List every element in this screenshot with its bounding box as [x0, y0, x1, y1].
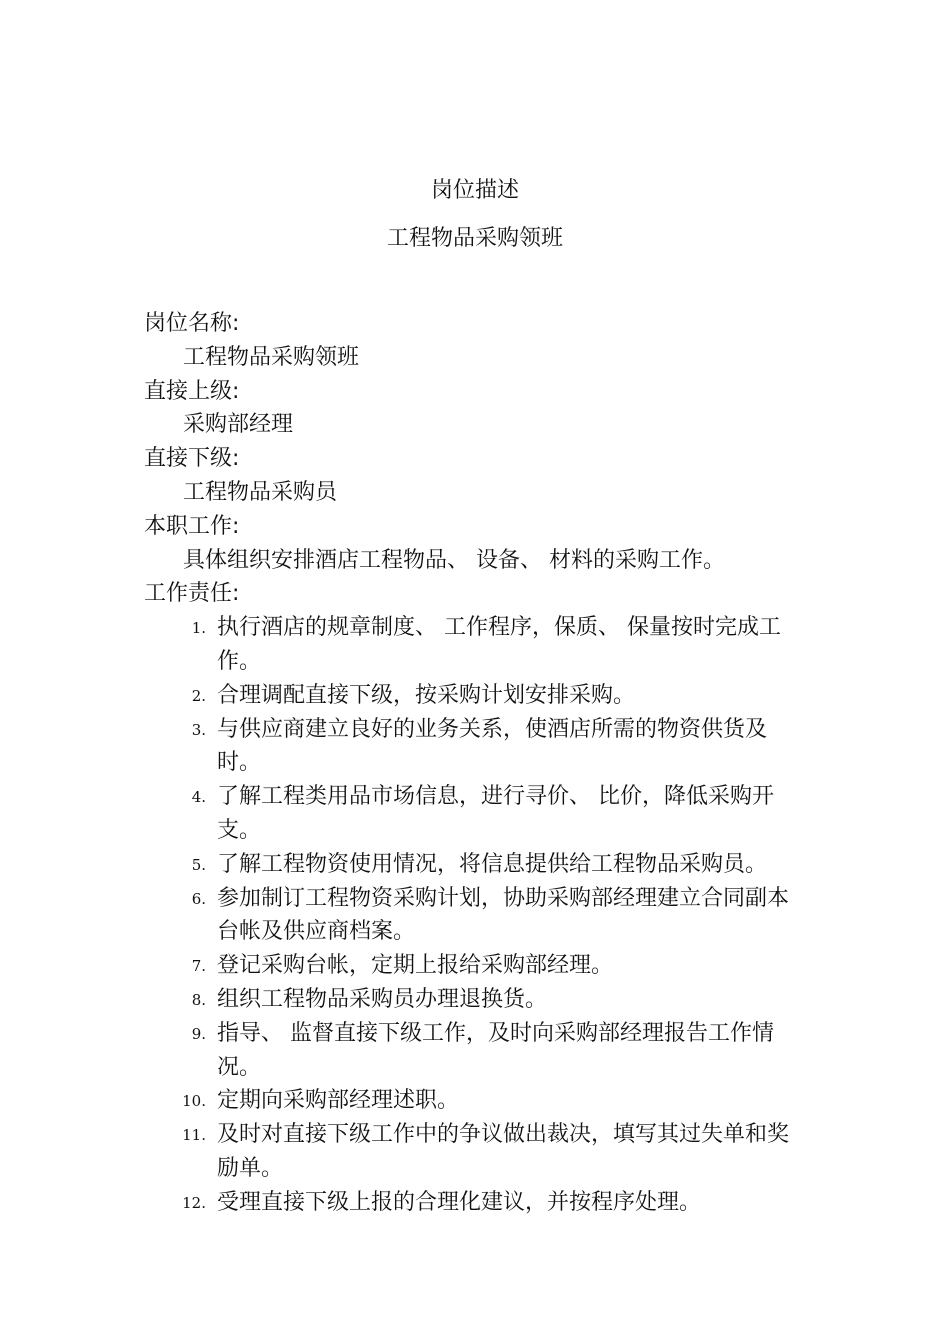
duty-text: 定期向采购部经理述职。 [217, 1088, 460, 1114]
duty-text: 参加制订工程物资采购计划，协助采购部经理建立合同副本台帐及供应商档案。 [217, 885, 790, 945]
duty-item [144, 882, 807, 950]
duty-item [144, 1118, 807, 1186]
duty-item [144, 611, 807, 679]
duty-item [144, 1017, 807, 1085]
duty-number: 11. [182, 1126, 206, 1145]
duty-item [144, 848, 807, 882]
duty-text: 受理直接下级上报的合理化建议，并按程序处理。 [217, 1189, 702, 1215]
position-name-label: 岗位名称: [144, 311, 240, 336]
duty-number: 12. [182, 1193, 206, 1212]
document-title: 岗位描述 [430, 178, 519, 203]
duty-text: 合理调配直接下级，按采购计划安排采购。 [217, 682, 636, 708]
duty-text: 与供应商建立良好的业务关系，使酒店所需的物资供货及时。 [217, 716, 768, 776]
position-name-value: 工程物品采购领班 [183, 344, 360, 370]
duties-list [144, 611, 824, 1219]
document-subtitle: 工程物品采购领班 [386, 226, 563, 251]
document-body [144, 307, 824, 1220]
duty-number: 4. [191, 788, 206, 807]
superior-label: 直接上级: [144, 378, 240, 404]
duty-text: 及时对直接下级工作中的争议做出裁决，填写其过失单和奖励单。 [217, 1122, 790, 1181]
duty-text: 组织工程物品采购员办理退换货。 [217, 986, 548, 1012]
duty-item [144, 1084, 807, 1118]
duty-number: 8. [191, 990, 206, 1009]
job-label: 本职工作: [144, 513, 240, 539]
subordinate-value: 工程物品采购员 [183, 479, 338, 505]
duty-item [144, 949, 807, 983]
duty-number: 6. [191, 889, 206, 908]
duty-number: 3. [191, 720, 206, 739]
duty-text: 指导、 监督直接下级工作，及时向采购部经理报告工作情况。 [217, 1020, 774, 1080]
subordinate-label: 直接下级: [144, 446, 240, 472]
duty-item [144, 780, 807, 848]
duty-number: 5. [191, 855, 206, 874]
duty-number: 7. [191, 957, 206, 976]
duties-label: 工作责任: [144, 581, 240, 607]
job-value: 具体组织安排酒店工程物品、 设备、 材料的采购工作。 [183, 547, 725, 573]
superior-value: 采购部经理 [183, 412, 294, 438]
duty-number: 10. [182, 1092, 206, 1111]
duty-text: 了解工程物资使用情况，将信息提供给工程物品采购员。 [217, 851, 768, 877]
duty-text: 了解工程类用品市场信息，进行寻价、 比价，降低采购开支。 [217, 784, 774, 843]
duty-number: 2. [191, 686, 206, 705]
duty-number: 9. [191, 1024, 206, 1043]
duty-number: 1. [191, 619, 206, 638]
duty-item [144, 713, 807, 781]
duty-item [144, 983, 807, 1017]
duty-text: 执行酒店的规章制度、 工作程序，保质、 保量按时完成工作。 [217, 615, 781, 674]
duty-item [144, 679, 807, 713]
duty-item [144, 1186, 807, 1220]
duty-text: 登记采购台帐，定期上报给采购部经理。 [217, 953, 614, 979]
